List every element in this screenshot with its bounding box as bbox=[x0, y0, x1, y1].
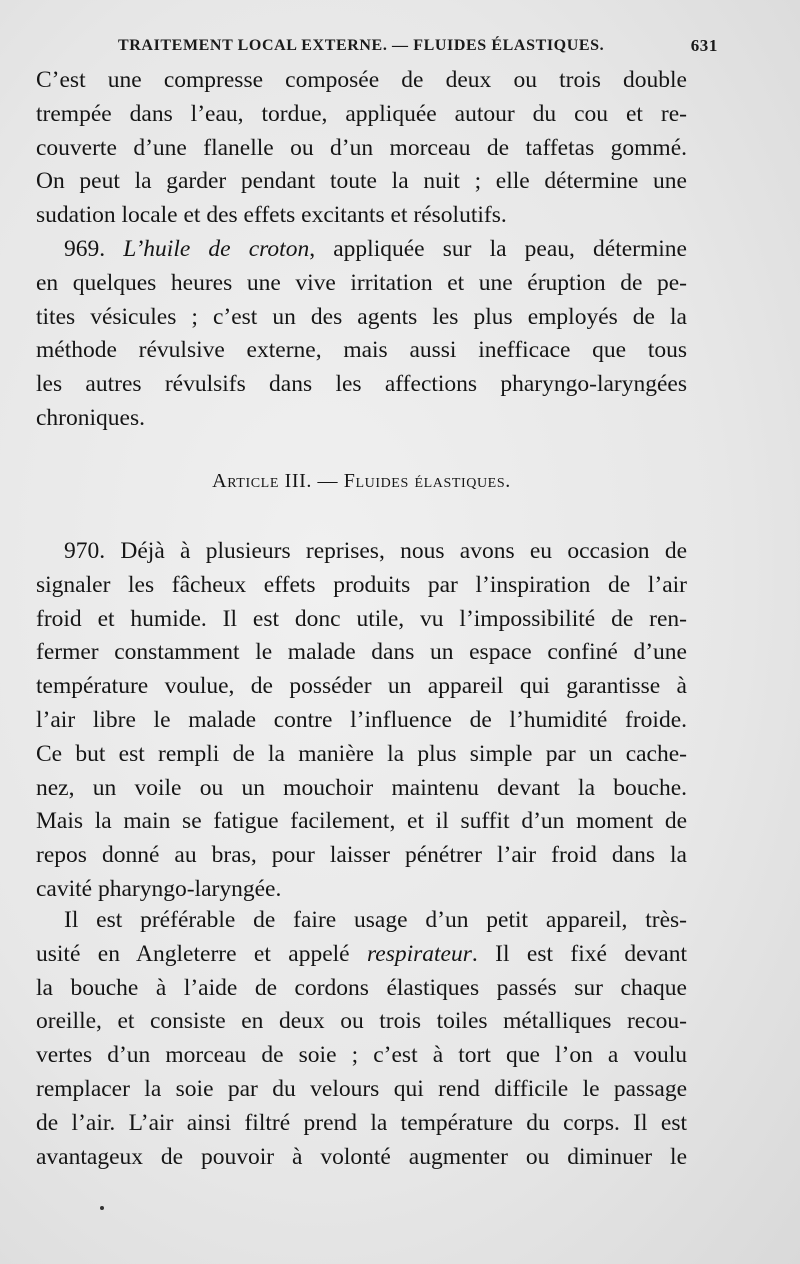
running-title: TRAITEMENT LOCAL EXTERNE. — FLUIDES ÉLASTIQUES. bbox=[118, 37, 605, 54]
text-line: chroniques. bbox=[36, 404, 145, 431]
text-line: température voulue, de posséder un appareil qui garantisse à bbox=[36, 673, 687, 700]
text-line: en quelques heures une vive irritation et une éruption de pe- bbox=[36, 269, 687, 296]
paragraph-respirateur bbox=[36, 904, 687, 1174]
text-line: trempée dans l’eau, tordue, appliquée autour du cou et re- bbox=[36, 100, 687, 127]
text-line: nez, un voile ou un mouchoir maintenu devant la bouche. bbox=[36, 774, 687, 801]
text-line: signaler les fâcheux effets produits par l’inspiration de l’air bbox=[36, 571, 687, 598]
text-line bbox=[36, 233, 687, 267]
text-line: couverte d’une flanelle ou d’un morceau de taffetas gommé. bbox=[36, 134, 687, 161]
italic-term: respirateur bbox=[367, 940, 472, 967]
article-heading: Article III. — Fluides élastiques. bbox=[212, 470, 511, 492]
paragraph-970 bbox=[36, 535, 687, 907]
text-line: C’est une compresse composée de deux ou trois double bbox=[36, 67, 687, 93]
text-line: Mais la main se fatigue facilement, et il suffit d’un moment de bbox=[36, 808, 687, 835]
text-line: l’air libre le malade contre l’influence de l’humidité froide. bbox=[36, 706, 687, 733]
ink-speck bbox=[100, 1206, 104, 1210]
text-line: vertes d’un morceau de soie ; c’est à tort que l’on a voulu bbox=[36, 1042, 687, 1069]
paragraph-969 bbox=[36, 233, 687, 436]
text-line: cavité pharyngo-laryngée. bbox=[36, 875, 282, 902]
text-line: On peut la garder pendant toute la nuit ; elle détermine une bbox=[36, 168, 687, 195]
text-line: fermer constamment le malade dans un espace confiné d’une bbox=[36, 639, 687, 666]
paragraph-number: 969. bbox=[64, 236, 106, 262]
text-line: les autres révulsifs dans les affections pharyngo-laryngées bbox=[36, 371, 687, 398]
text-line: avantageux de pouvoir à volonté augmenter ou diminuer le bbox=[36, 1143, 687, 1170]
italic-phrase: L’huile de croton bbox=[123, 236, 310, 262]
text-line: Ce but est rempli de la manière la plus simple par un cache- bbox=[36, 740, 687, 767]
running-header bbox=[118, 34, 718, 58]
text-line: tites vésicules ; c’est un des agents les plus employés de la bbox=[36, 303, 687, 330]
text-line: 970. Déjà à plusieurs reprises, nous avons eu occasion de bbox=[64, 538, 687, 564]
page-number: 631 bbox=[690, 36, 718, 55]
text-fragment: . Il est fixé devant bbox=[471, 940, 687, 967]
text-line: froid et humide. Il est donc utile, vu l’impossibilité de ren- bbox=[36, 605, 687, 632]
text-line: la bouche à l’aide de cordons élastiques passés sur chaque bbox=[36, 974, 687, 1001]
text-line: remplacer la soie par du velours qui rend difficile le passage bbox=[36, 1075, 687, 1102]
text-fragment: , appliquée sur la peau, détermine bbox=[309, 236, 687, 262]
text-line: de l’air. L’air ainsi filtré prend la température du corps. Il est bbox=[36, 1109, 687, 1136]
text-line bbox=[36, 938, 687, 972]
text-fragment: usité en Angleterre et appelé bbox=[36, 940, 367, 967]
text-line: oreille, et consiste en deux ou trois toiles métalliques recou- bbox=[36, 1008, 687, 1035]
paragraph-compress bbox=[36, 64, 687, 233]
text-line: Il est préférable de faire usage d’un petit appareil, très- bbox=[64, 907, 687, 933]
text-line: repos donné au bras, pour laisser pénétrer l’air froid dans la bbox=[36, 842, 687, 869]
text-line: méthode révulsive externe, mais aussi inefficace que tous bbox=[36, 337, 687, 364]
text-line: sudation locale et des effets excitants et résolutifs. bbox=[36, 202, 507, 229]
